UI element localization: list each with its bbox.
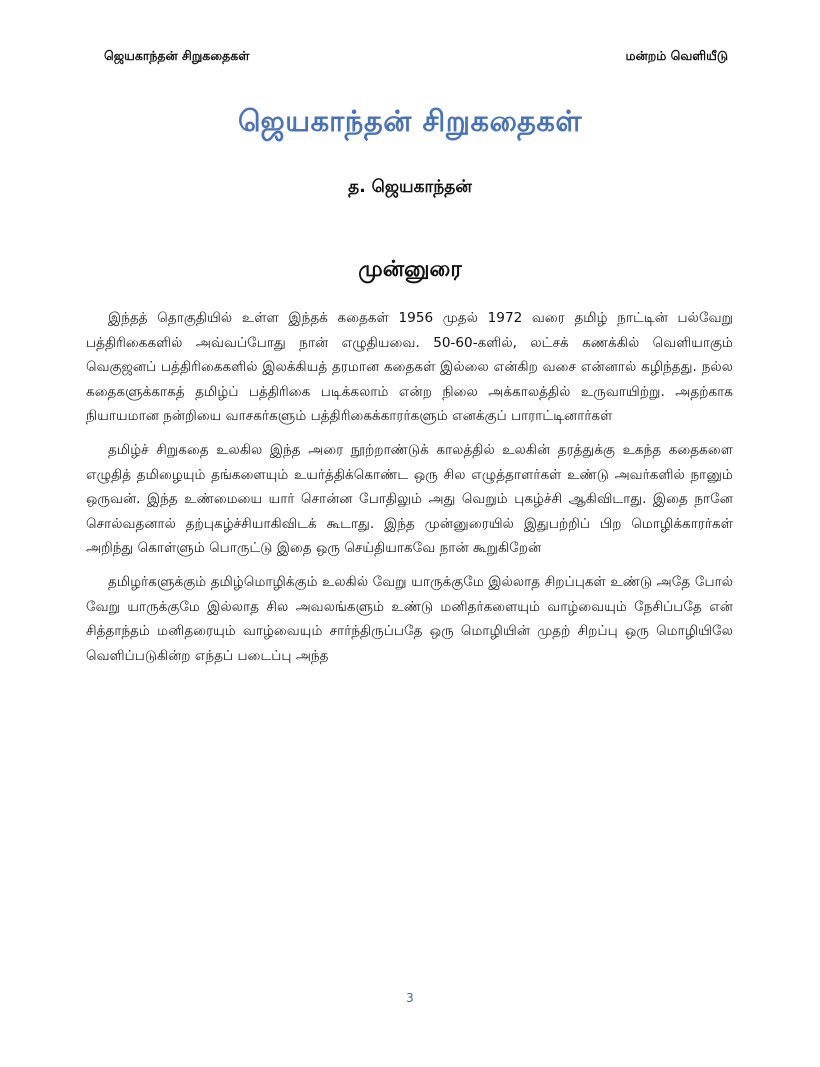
- header-publisher: மன்றம் வெளியீடு: [625, 48, 728, 63]
- page-number: 3: [406, 991, 414, 1005]
- author-name: த. ஜெயகாந்தன்: [348, 177, 472, 197]
- paragraph: தமிழர்களுக்கும் தமிழ்மொழிக்கும் உலகில் வேறு யாருக்குமே இல்லாத சிறப்புகள் உண்டு அதே போல் வேறு யாருக்குமே இல்லாத சில அவலங்களும் உண்டு மனிதர்களையும் வாழ்வையும் நேசிப்பதே என் சித்தாந்தம் மனிதரையும் வாழ்வையும் சார்ந்திருப்பதே ஒரு மொழியின் முதற் சிறப்பு ஒரு மொழியிலே வெளிப்படுகின்ற எந்தப் படைப்பு அந்த: [86, 573, 733, 664]
- paragraph: தமிழ்ச் சிறுகதை உலகில இந்த அரை நூற்றாண்டுக் காலத்தில் உலகின் தரத்துக்கு உகந்த கதைகளை எழுதித் தமிழையும் தங்களையும் உயர்த்திக்கொண்ட ஒரு சில எழுத்தாளர்கள் உண்டு அவர்களில் நானும் ஒருவன். இந்த உண்மையை யார் சொன்ன போதிலும் அது வெறும் புகழ்ச்சி ஆகிவிடாது. இதை நானே சொல்வதனால் தற்புகழ்ச்சியாகிவிடக் கூடாது. இந்த முன்னுரையில் இதுபற்றிப் பிற மொழிக்காரர்கள் அறிந்து கொள்ளும் பொருட்டு இதை ஒரு செய்தியாகவே நான் கூறுகிறேன்: [86, 441, 733, 557]
- running-header: [104, 48, 728, 65]
- paragraph: இந்தத் தொகுதியில் உள்ள இந்தக் கதைகள் 1956 முதல் 1972 வரை தமிழ் நாட்டின் பல்வேறு பத்திரிகைகளில் அவ்வப்போது நான் எழுதியவை. 50-60-களில், லட்சக் கணக்கில் வெளியாகும் வெகுஜனப் பத்திரிகைகளில் இலக்கியத் தரமான கதைகள் இல்லை என்கிற வசை என்னால் கழிந்தது. நல்ல கதைகளுக்காகத் தமிழ்ப் பத்திரிகை படிக்கலாம் என்ற நிலை அக்காலத்தில் உருவாயிற்று. அதற்காக நியாயமான நன்றியை வாசகர்களும் பத்திரிகைக்காரர்களும் எனக்குப் பாராட்டினார்கள்: [86, 310, 733, 425]
- book-title: ஜெயகாந்தன் சிறுகதைகள்: [237, 104, 583, 138]
- header-book-title: ஜெயகாந்தன் சிறுகதைகள்: [104, 48, 250, 63]
- section-heading: முன்னுரை: [358, 257, 462, 282]
- body-text: [86, 306, 733, 677]
